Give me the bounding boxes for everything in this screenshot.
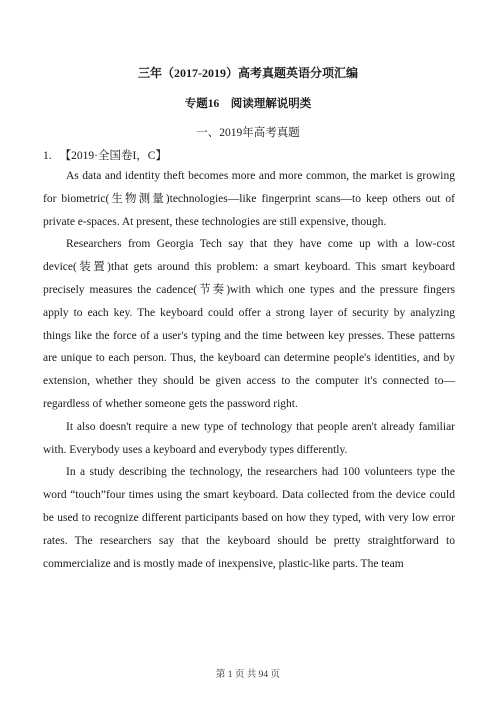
- question-heading: [43, 147, 167, 163]
- topic-title: 专题16 阅读理解说明类: [184, 98, 312, 110]
- question-source: 【2019·全国卷I，C】: [59, 150, 167, 162]
- paragraph: In a study describing the technology, the researchers had 100 volunteers type the word “touch”four times using the smart keyboard. Data collected from the device could be used to recognize different participants based on how they typed, with very low error rates. The researchers say that the keyboard should be pretty straightforward to commercialize and is mostly made of inexpensive, plastic-like parts. The team: [43, 466, 455, 570]
- page-footer: 第 1 页 共 94 页: [215, 670, 281, 680]
- question-number: 1.: [43, 150, 52, 162]
- main-title: 三年（2017-2019）高考真题英语分项汇编: [138, 66, 358, 80]
- paragraph: It also doesn't require a new type of technology that people aren't already familiar with. Everybody uses a keyboard and everybody types differently.: [43, 420, 455, 456]
- passage: [43, 165, 455, 575]
- paragraph: As data and identity theft becomes more and more common, the market is growing for biometric(生物测量)technologies—like fingerprint scans—to keep others out of private e-spaces. At present, these technologies are still expensive, though.: [43, 170, 455, 228]
- section-title: 一、2019年高考真题: [196, 127, 300, 139]
- paragraph: Researchers from Georgia Tech say that they have come up with a low-cost device(装置)that gets around this problem: a smart keyboard. This smart keyboard precisely measures the cadence(节奏)with which one types and the pressure fingers apply to each key. The keyboard could offer a strong layer of security by analyzing things like the force of a user's typing and the time between key presses. These patterns are unique to each person. Thus, the keyboard can determine people's identities, and by extension, whether they should be given access to the computer it's connected to—regardless of whether someone gets the password right.: [43, 238, 455, 410]
